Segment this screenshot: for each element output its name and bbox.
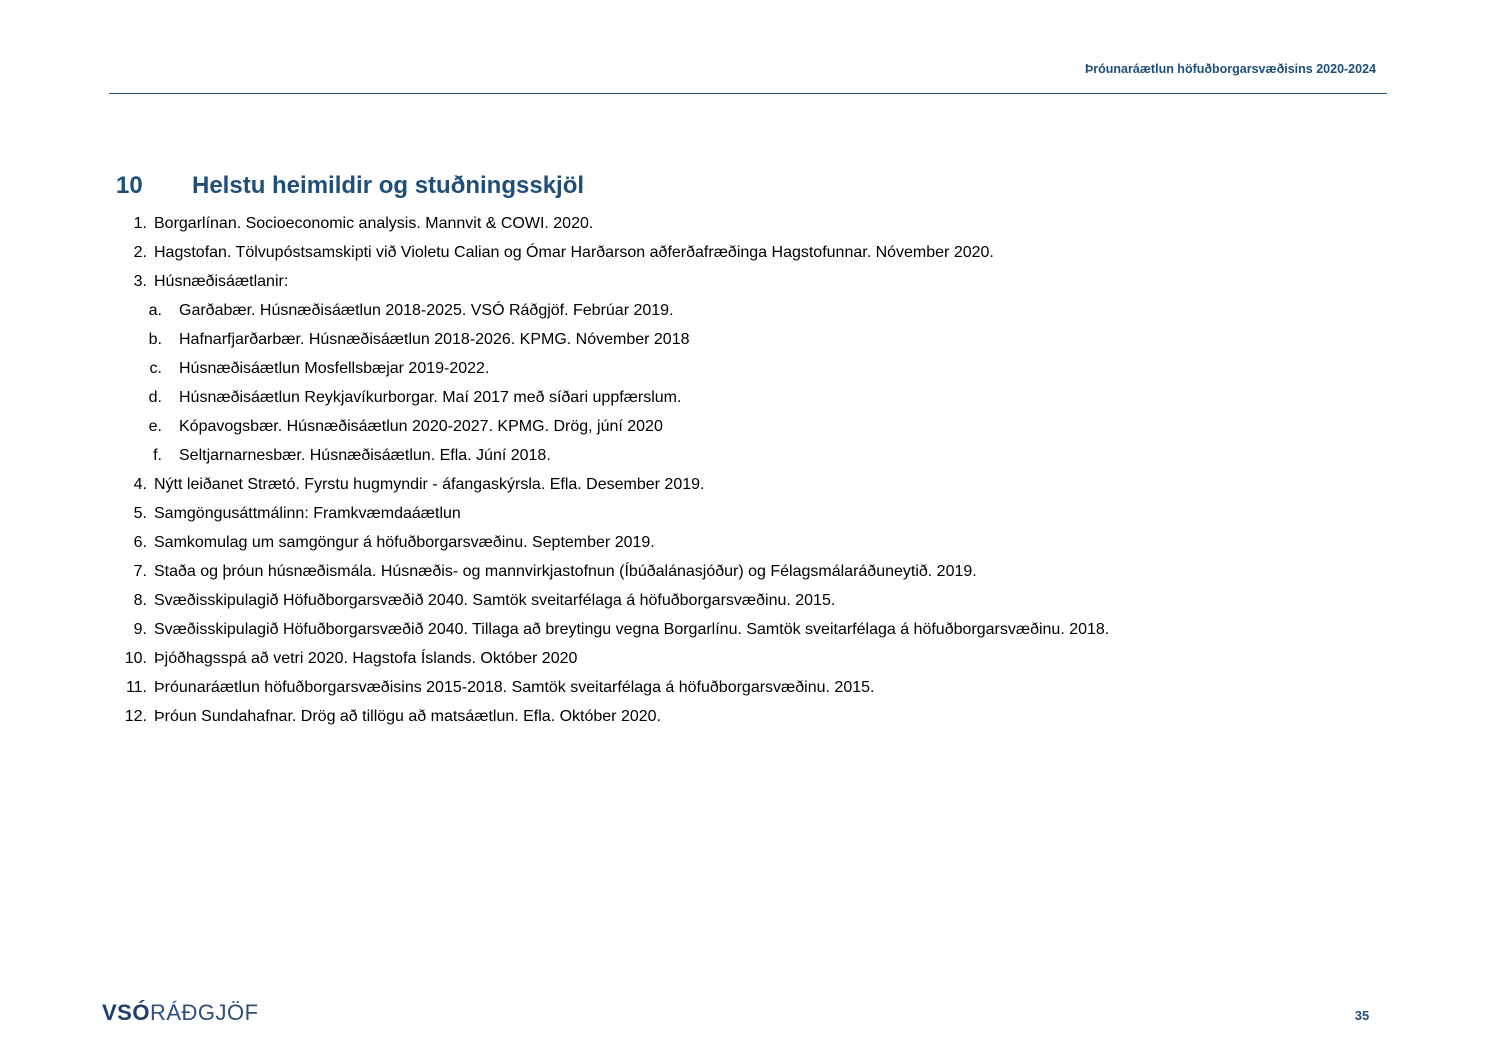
reference-letter: c. bbox=[149, 360, 162, 377]
reference-number: 2. bbox=[133, 244, 147, 261]
reference-text: Kópavogsbær. Húsnæðisáætlun 2020-2027. KPMG. Drög, júní 2020 bbox=[179, 418, 663, 435]
reference-subitem bbox=[110, 296, 1380, 325]
reference-text: Húsnæðisáætlun Mosfellsbæjar 2019-2022. bbox=[179, 360, 490, 377]
reference-text: Garðabær. Húsnæðisáætlun 2018-2025. VSÓ Ráðgjöf. Febrúar 2019. bbox=[179, 302, 674, 319]
reference-text: Borgarlínan. Socioeconomic analysis. Mannvit & COWI. 2020. bbox=[154, 215, 594, 232]
reference-number: 7. bbox=[133, 563, 147, 580]
reference-subitem bbox=[110, 383, 1380, 412]
reference-item bbox=[110, 673, 1380, 702]
reference-text: Samkomulag um samgöngur á höfuðborgarsvæðinu. September 2019. bbox=[154, 534, 655, 551]
reference-text: Seltjarnarnesbær. Húsnæðisáætlun. Efla. Júní 2018. bbox=[179, 447, 551, 464]
reference-text: Þjóðhagsspá að vetri 2020. Hagstofa Íslands. Október 2020 bbox=[154, 650, 578, 667]
reference-item bbox=[110, 238, 1380, 267]
reference-text: Hagstofan. Tölvupóstsamskipti við Violetu Calian og Ómar Harðarson aðferðafræðinga Hagstofunnar. Nóvember 2020. bbox=[154, 244, 994, 261]
page-number: 35 bbox=[1354, 1008, 1370, 1023]
reference-subitem bbox=[110, 325, 1380, 354]
running-header-title: Þróunaráætlun höfuðborgarsvæðisins 2020-2024 bbox=[1084, 62, 1376, 76]
reference-text: Húsnæðisáætlun Reykjavíkurborgar. Maí 2017 með síðari uppfærslum. bbox=[179, 389, 682, 406]
reference-letter: f. bbox=[153, 447, 162, 464]
reference-item bbox=[110, 499, 1380, 528]
reference-number: 8. bbox=[133, 592, 147, 609]
reference-text: Húsnæðisáætlanir: bbox=[154, 273, 289, 290]
reference-number: 5. bbox=[133, 505, 147, 522]
logo-wordmark-light: RÁÐGJÖF bbox=[149, 1000, 259, 1025]
reference-text: Hafnarfjarðarbær. Húsnæðisáætlun 2018-2026. KPMG. Nóvember 2018 bbox=[179, 331, 690, 348]
reference-letter: b. bbox=[148, 331, 162, 348]
reference-number: 9. bbox=[133, 621, 147, 638]
company-logo bbox=[102, 1000, 259, 1026]
reference-letter: d. bbox=[148, 389, 162, 406]
section-title: Helstu heimildir og stuðningsskjöl bbox=[192, 172, 585, 199]
reference-number: 12. bbox=[124, 708, 147, 725]
reference-item bbox=[110, 586, 1380, 615]
reference-item bbox=[110, 267, 1380, 296]
reference-item bbox=[110, 470, 1380, 499]
reference-number: 11. bbox=[125, 679, 147, 696]
reference-number: 4. bbox=[133, 476, 147, 493]
header-divider bbox=[109, 93, 1387, 94]
reference-number: 6. bbox=[133, 534, 147, 551]
section-heading bbox=[116, 172, 584, 200]
reference-text: Þróun Sundahafnar. Drög að tillögu að matsáætlun. Efla. Október 2020. bbox=[154, 708, 661, 725]
reference-letter: a. bbox=[148, 302, 162, 319]
reference-text: Þróunaráætlun höfuðborgarsvæðisins 2015-2018. Samtök sveitarfélaga á höfuðborgarsvæðinu. 2015. bbox=[154, 679, 875, 696]
reference-item bbox=[110, 557, 1380, 586]
reference-text: Svæðisskipulagið Höfuðborgarsvæðið 2040. Samtök sveitarfélaga á höfuðborgarsvæðinu. 2015. bbox=[154, 592, 836, 609]
reference-item bbox=[110, 644, 1380, 673]
reference-text: Samgöngusáttmálinn: Framkvæmdaáætlun bbox=[154, 505, 461, 522]
reference-item bbox=[110, 702, 1380, 731]
logo-wordmark-bold: VSÓ bbox=[102, 1000, 150, 1025]
reference-subitem bbox=[110, 412, 1380, 441]
reference-subitem bbox=[110, 354, 1380, 383]
reference-item bbox=[110, 209, 1380, 238]
reference-number: 3. bbox=[133, 273, 147, 290]
reference-text: Nýtt leiðanet Strætó. Fyrstu hugmyndir - áfangaskýrsla. Efla. Desember 2019. bbox=[154, 476, 705, 493]
reference-text: Svæðisskipulagið Höfuðborgarsvæðið 2040. Tillaga að breytingu vegna Borgarlínu. Samtök sveitarfélaga á höfuðborgarsvæðinu. 2018. bbox=[154, 621, 1110, 638]
reference-item bbox=[110, 528, 1380, 557]
reference-text: Staða og þróun húsnæðismála. Húsnæðis- og mannvirkjastofnun (Íbúðalánasjóður) og Félagsmálaráðuneytið. 2019. bbox=[154, 563, 977, 580]
section-number: 10 bbox=[116, 172, 143, 199]
reference-item bbox=[110, 615, 1380, 644]
reference-list bbox=[110, 209, 1380, 731]
reference-subitem bbox=[110, 441, 1380, 470]
reference-number: 10. bbox=[124, 650, 147, 667]
reference-number: 1. bbox=[133, 215, 147, 232]
reference-letter: e. bbox=[148, 418, 162, 435]
